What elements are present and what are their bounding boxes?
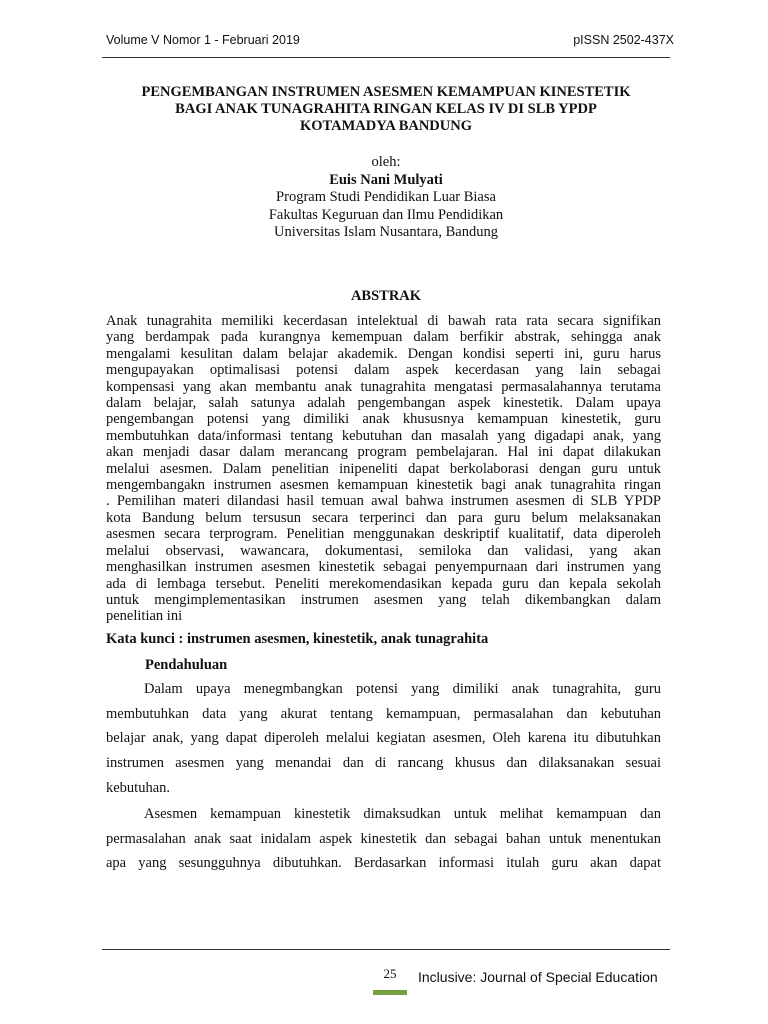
paragraph-line: instrumen asesmen yang menandai dan di rancang khusus dan dilaksanakan sesuai — [106, 755, 661, 772]
abstract-line: akan menjadi dasar dalam merancang program pembelajaran. Hal ini dapat dilakukan — [106, 444, 661, 461]
abstract-line: yang berdampak pada kurangnya kemempuan dalam berfikir abstrak, sehingga anak — [106, 329, 661, 346]
abstract-line: pengembangan potensi yang dimiliki anak khususnya kemampuan kinestetik, guru — [106, 411, 661, 428]
paragraph-line: permasalahan anak saat inidalam aspek kinestetik dan sebagai bahan untuk menentukan — [106, 830, 661, 847]
author-block — [102, 154, 670, 242]
paragraph-line: membutuhkan data yang akurat tentang kemampuan, permasalahan dan kebutuhan — [106, 705, 661, 722]
affiliation-line: Fakultas Keguruan dan Ilmu Pendidikan — [268, 206, 504, 223]
footer-divider — [102, 949, 670, 950]
abstract-line: dalam belajar, salah satunya adalah pengembangan aspek kinestetik. Dalam upaya — [106, 395, 661, 412]
abstract-line: membutuhkan data/informasi tentang kebutuhan dan masalah yang digadapi anak, yang — [106, 427, 661, 444]
abstract-line: kompensasi yang akan membantu anak tunagrahita mengatasi permasalahannya terutama — [106, 378, 661, 395]
author-by-label: oleh: — [371, 154, 401, 170]
author-name: Euis Nani Mulyati — [329, 171, 443, 188]
running-header-issn: pISSN 2502-437X — [573, 33, 674, 47]
abstract-line: menghasilkan instrumen asesmen kinestetik sebagai penyempurnaan dari instrumen yang — [106, 559, 661, 576]
abstract-heading: ABSTRAK — [350, 288, 422, 304]
title-line: PENGEMBANGAN INSTRUMEN ASESMEN KEMAMPUAN KINESTETIK — [141, 84, 631, 100]
abstract-line: penelitian ini — [106, 608, 183, 625]
abstract-body — [106, 313, 661, 625]
abstract-line: asesmen secara terprogram. Penelitian menggunakan deskriptif kualitatif, data diperoleh — [106, 526, 661, 543]
abstract-line: untuk mengimplementasikan instrumen asesmen yang telah dikembangkan dalam — [106, 591, 661, 608]
section-heading-pendahuluan: Pendahuluan — [145, 657, 228, 673]
paragraph-2 — [106, 802, 661, 876]
paragraph-line: kebutuhan. — [106, 779, 171, 796]
abstract-line: mengembangakn instrumen asesmen kemampuan kinestetik bagi anak tunagrahita ringan — [106, 477, 661, 494]
paragraph-line: apa yang sesungguhnya dibutuhkan. Berdasarkan informasi itulah guru akan dapat — [106, 855, 661, 872]
abstract-line: . Pemilihan materi dilandasi hasil temuan awal bahwa instrumen asesmen di SLB YPDP — [106, 493, 661, 510]
paper-title — [102, 84, 670, 135]
abstract-line: Anak tunagrahita memiliki kecerdasan intelektual di bawah rata rata secara signifikan — [106, 313, 661, 329]
abstract-line: mengupayakan optimalisasi potensi dalam aspek kecerdasan yang lain sebagai — [106, 362, 661, 379]
running-header-volume: Volume V Nomor 1 - Februari 2019 — [106, 33, 300, 47]
abstract-line: melalui asesmen. Dalam penelitian inipeneliti dapat berkolaborasi dengan guru untuk — [106, 460, 661, 477]
paragraph-line: belajar anak, yang dapat diperoleh melalui kegiatan asesmen, Oleh karena itu dibutuhkan — [106, 730, 661, 747]
title-line: BAGI ANAK TUNAGRAHITA RINGAN KELAS IV DI SLB YPDP — [175, 101, 597, 117]
paragraph-line: Dalam upaya menegmbangkan potensi yang dimiliki anak tunagrahita, guru — [144, 681, 661, 697]
page-number-accent-bar — [373, 990, 407, 995]
affiliation-line: Program Studi Pendidikan Luar Biasa — [276, 189, 496, 205]
abstract-line: melalui observasi, wawancara, dokumentasi, semiloka dan validasi, yang akan — [106, 542, 661, 559]
keywords: Kata kunci : instrumen asesmen, kinestetik, anak tunagrahita — [106, 631, 489, 647]
paragraph-line: Asesmen kemampuan kinestetik dimaksudkan untuk melihat kemampuan dan — [144, 806, 661, 822]
journal-name: Inclusive: Journal of Special Education — [418, 969, 658, 985]
header-divider — [102, 57, 670, 58]
affiliation-line: Universitas Islam Nusantara, Bandung — [274, 224, 498, 240]
page-number: 25 — [383, 966, 397, 981]
title-line: KOTAMADYA BANDUNG — [300, 118, 472, 134]
abstract-line: kota Bandung belum tersusun secara terperinci dan para guru belum melaksanakan — [106, 509, 661, 526]
abstract-line: ada di lembaga tersebut. Peneliti merekomendasikan kepada guru dan kepala sekolah — [106, 575, 661, 592]
paragraph-1 — [106, 677, 661, 800]
abstract-line: mengalami kesulitan dalam belajar akademik. Dengan kondisi seperti ini, guru harus — [106, 345, 661, 362]
